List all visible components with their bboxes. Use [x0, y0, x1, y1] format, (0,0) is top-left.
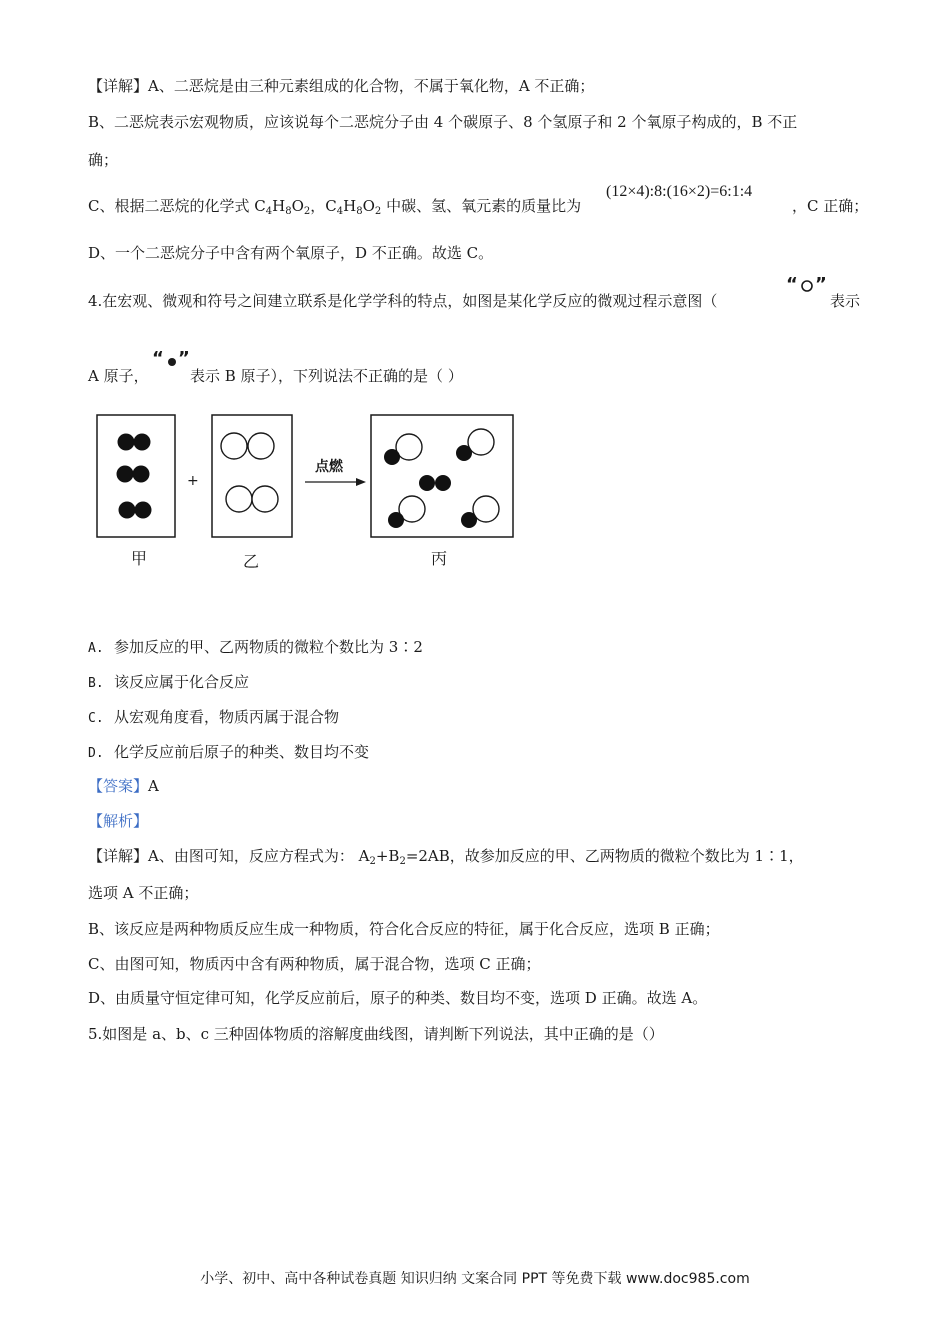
q4-detail-line-c: C、由图可知，物质丙中含有两种物质，属于混合物，选项 C 正确；	[88, 955, 541, 973]
q4-detail-line-a: 【详解】A、由图可知，反应方程式为： $A_2+B_2=2AB$，故参加反应的甲、乙两物质的微粒个数比为 1∶1，	[88, 847, 804, 867]
mass-ratio-formula: (12×4):8:(16×2)=6:1:4	[606, 183, 753, 200]
answer-tag: 【答案】	[88, 777, 149, 795]
answer-value: A	[148, 777, 159, 795]
q5-stem: 5.如图是 a、b、c 三种固体物质的溶解度曲线图，请判断下列说法，其中正确的是（）	[88, 1025, 664, 1043]
detail-c-text: 中碳、氢、氧元素的质量比为	[386, 197, 582, 215]
q4-detail-line-d: D、由质量守恒定律可知，化学反应前后，原子的种类、数目均不变，选项 D 正确。故选 A。	[88, 989, 708, 1007]
detail-line-d: D、一个二恶烷分子中含有两个氧原子，D 不正确。故选 C。	[88, 244, 494, 262]
svg-text:“: “	[786, 274, 798, 295]
reaction-diagram	[88, 405, 528, 584]
answer-line	[88, 776, 159, 796]
q4-stem-line1: 4.在宏观、微观和符号之间建立联系是化学学科的特点，如图是某化学反应的微观过程示意图（	[88, 292, 718, 310]
q4-stem-line2-start: A 原子，	[88, 367, 149, 385]
q4-stem-line1-end: 表示	[830, 292, 861, 310]
plus-sign: +	[187, 473, 199, 489]
detail-line-b: B、二恶烷表示宏观物质，应该说每个二恶烷分子由 4 个碳原子、8 个氢原子和 2 个氧原子构成的，B 不正	[88, 113, 798, 131]
box-yi	[212, 415, 292, 537]
solid-atom-legend-icon	[152, 348, 192, 383]
hollow-atom-legend-icon	[786, 274, 830, 309]
reaction-equation: $A_2+B_2=2AB$	[358, 847, 450, 867]
detail-c-suffix: ，C 正确；	[792, 197, 869, 215]
label-jia: 甲	[131, 549, 148, 568]
option-a: A. 参加反应的甲、乙两物质的微粒个数比为 3∶2	[88, 638, 423, 656]
label-yi: 乙	[243, 552, 260, 571]
q4-stem-line2	[88, 366, 149, 386]
svg-text:“: “	[152, 348, 164, 369]
detail-line-c: C、根据二恶烷的化学式 $C_4H_8O_2$，$C_4H_8O_2$ 中碳、氢、氧元素的质量比为	[88, 197, 582, 217]
option-b: B. 该反应属于化合反应	[88, 673, 250, 691]
analysis-tag: 【解析】	[88, 812, 149, 830]
q4-stem-line2-end: 表示 B 原子），下列说法不正确的是（ ）	[190, 367, 463, 385]
detail-line-b-cont: 确；	[88, 151, 119, 169]
option-c: C. 从宏观角度看，物质丙属于混合物	[88, 708, 340, 726]
svg-text:”: ”	[815, 274, 827, 295]
detail-line-a: 【详解】A、二恶烷是由三种元素组成的化合物，不属于氧化物，A 不正确；	[88, 77, 595, 95]
page-footer: 小学、初中、高中各种试卷真题 知识归纳 文案合同 PPT 等免费下载 www.doc985.com	[200, 1271, 750, 1287]
detail-c-prefix: C、根据二恶烷的化学式 C	[88, 197, 266, 215]
svg-text:”: ”	[178, 348, 190, 369]
condition-label: 点燃	[315, 459, 343, 475]
q4-detail-line-b: B、该反应是两种物质反应生成一种物质，符合化合反应的特征，属于化合反应，选项 B 正确；	[88, 920, 720, 938]
q4-detail-line-a-cont: 选项 A 不正确；	[88, 884, 199, 902]
option-d: D. 化学反应前后原子的种类、数目均不变	[88, 743, 370, 761]
label-bing: 丙	[431, 549, 448, 568]
